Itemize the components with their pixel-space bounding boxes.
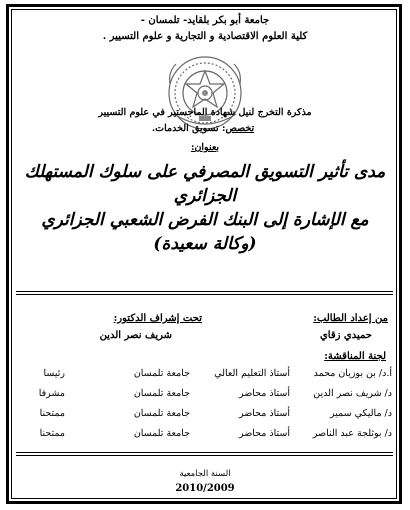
specialty-line bbox=[118, 124, 288, 134]
member-university: جامعة تلمسان bbox=[133, 368, 190, 379]
academic-year-value: 2010/2009 bbox=[175, 483, 235, 494]
student-name: حميدي زقاي bbox=[319, 330, 372, 341]
separator-top bbox=[16, 291, 393, 295]
member-university: جامعة تلمسان bbox=[133, 408, 190, 419]
member-name: أ.د/ بن بوزيان محمد bbox=[313, 368, 392, 379]
member-name: د/ ماليكي سمير bbox=[330, 408, 392, 419]
title-label: بعنوان: bbox=[190, 142, 220, 153]
member-rank: أستاذ التعليم العالي bbox=[214, 368, 290, 379]
member-rank: أستاذ محاضر bbox=[238, 428, 290, 439]
university-name: جامعة أبو بكر بلقايد- تلمسان - bbox=[140, 15, 270, 26]
member-university: جامعة تلمسان bbox=[133, 388, 190, 399]
university-emblem-icon bbox=[166, 54, 244, 132]
academic-year-label: السنة الجامعية bbox=[179, 469, 231, 479]
separator-bottom bbox=[16, 452, 393, 456]
faculty-name: كلية العلوم الاقتصادية و التجارية و علوم التسيير . bbox=[102, 31, 308, 42]
thesis-title-line-3: مع الإشارة إلى البنك الفرض الشعبي الجزائري bbox=[41, 210, 369, 230]
specialty-value: : تسويق الخدمات. bbox=[151, 123, 226, 134]
thesis-title-line-2: الجزائري bbox=[173, 186, 237, 206]
member-role: رئيسا bbox=[43, 368, 65, 379]
member-university: جامعة تلمسان bbox=[133, 428, 190, 439]
member-rank: أستاذ محاضر bbox=[238, 388, 290, 399]
member-role: ممتحنا bbox=[39, 408, 65, 419]
member-role: مشرفا bbox=[38, 388, 65, 399]
supervisor-name: شريف نصر الدين bbox=[99, 330, 172, 341]
member-role: ممتحنا bbox=[39, 428, 65, 439]
supervisor-label: تحت إشراف الدكتور: bbox=[113, 313, 202, 324]
specialty-label: تخصص bbox=[225, 123, 255, 134]
member-name: د/ بوثلجة عبد الناصر bbox=[312, 428, 392, 439]
thesis-title-line-1: مدى تأثير التسويق المصرفي على سلوك المستهلك bbox=[24, 162, 386, 182]
member-rank: أستاذ محاضر bbox=[238, 408, 290, 419]
committee-label: لجنة المناقشة: bbox=[324, 351, 386, 362]
member-name: د/ شريف نصر الدين bbox=[313, 388, 392, 399]
student-label: من إعداد الطالب: bbox=[313, 313, 388, 324]
thesis-title-line-4: (وكالة سعيدة) bbox=[153, 234, 257, 254]
degree-line: مذكرة التخرج لنيل شهادة الماجستير في علوم التسيير bbox=[98, 107, 312, 118]
